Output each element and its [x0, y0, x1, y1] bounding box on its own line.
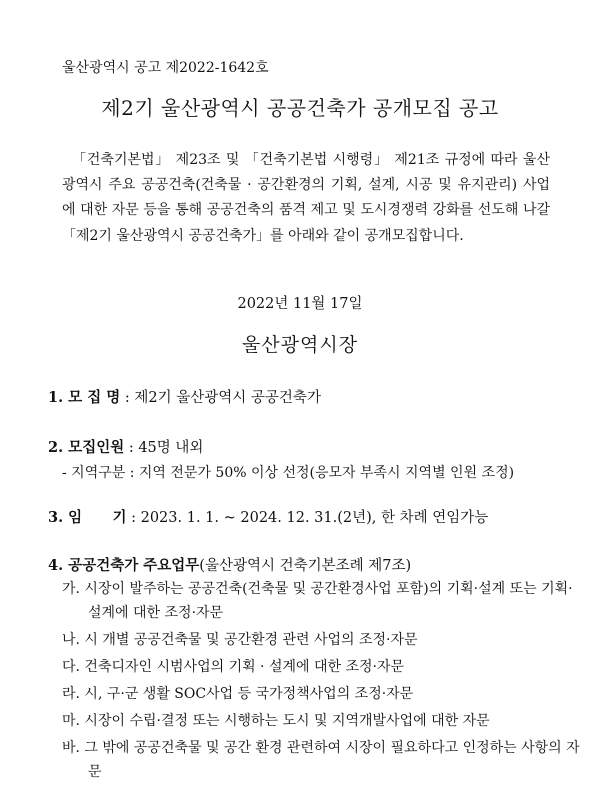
notice-title: 제2기 울산광역시 공공건축가 공개모집 공고 — [101, 96, 499, 120]
section-label: 1. 모 집 명 — [48, 389, 121, 406]
region-criteria: - 지역구분 : 지역 전문가 50% 이상 선정(응모자 부족시 지역별 인원 조정) — [62, 465, 515, 481]
section-term — [48, 506, 488, 527]
section-label: 4. 공공건축가 주요업무 — [48, 557, 200, 574]
section-duties — [48, 554, 411, 575]
section-separator: : — [124, 440, 139, 456]
duty-item: 바. 그 밖에 공공건축물 및 공간 환경 관련하여 시장이 필요하다고 인정하는 사항의 자문 — [62, 740, 580, 780]
section-value: 제2기 울산광역시 공공건축가 — [134, 390, 321, 406]
duty-item: 가. 시장이 발주하는 공공건축(건축물 및 공간환경사업 포함)의 기획·설계 또는 기획·설계에 대한 조정·자문 — [62, 581, 573, 621]
section-label: 2. 모집인원 — [48, 439, 125, 456]
signer-mayor: 울산광역시장 — [241, 334, 359, 356]
intro-paragraph: 「건축기본법」 제23조 및 「건축기본법 시행령」 제21조 규정에 따라 울산광역시 주요 공공건축(건축물 · 공간환경의 기획, 설계, 시공 및 유지관리) 사업에 대한 자문 등을 통해 공공건축의 품격 제고 및 도시경쟁력 강화를 선도해 나갈 「제2기 울산광역시 공공건축가」를 아래와 같이 공개모집합니다. — [62, 152, 550, 244]
section-label: 3. 임 기 — [48, 509, 127, 526]
duty-item: 다. 건축디자인 시범사업의 기획 · 설계에 대한 조정·자문 — [62, 659, 405, 675]
section-value: 45명 내외 — [138, 440, 204, 456]
section-note: (울산광역시 건축기본조례 제7조) — [199, 558, 412, 574]
duty-item: 마. 시장이 수립·결정 또는 시행하는 도시 및 지역개발사업에 대한 자문 — [62, 713, 490, 729]
notice-number: 울산광역시 공고 제2022-1642호 — [62, 60, 269, 76]
section-separator: : — [126, 510, 141, 526]
section-recruit-name — [48, 386, 321, 407]
section-headcount — [48, 436, 203, 457]
section-value: 2023. 1. 1. ~ 2024. 12. 31.(2년), 한 차례 연임가능 — [140, 510, 489, 526]
duty-item: 라. 시, 구·군 생활 SOC사업 등 국가정책사업의 조정·자문 — [62, 686, 414, 702]
duty-item: 나. 시 개별 공공건축물 및 공간환경 관련 사업의 조정·자문 — [62, 632, 418, 648]
notice-date: 2022년 11월 17일 — [237, 296, 363, 312]
section-separator: : — [120, 390, 135, 406]
